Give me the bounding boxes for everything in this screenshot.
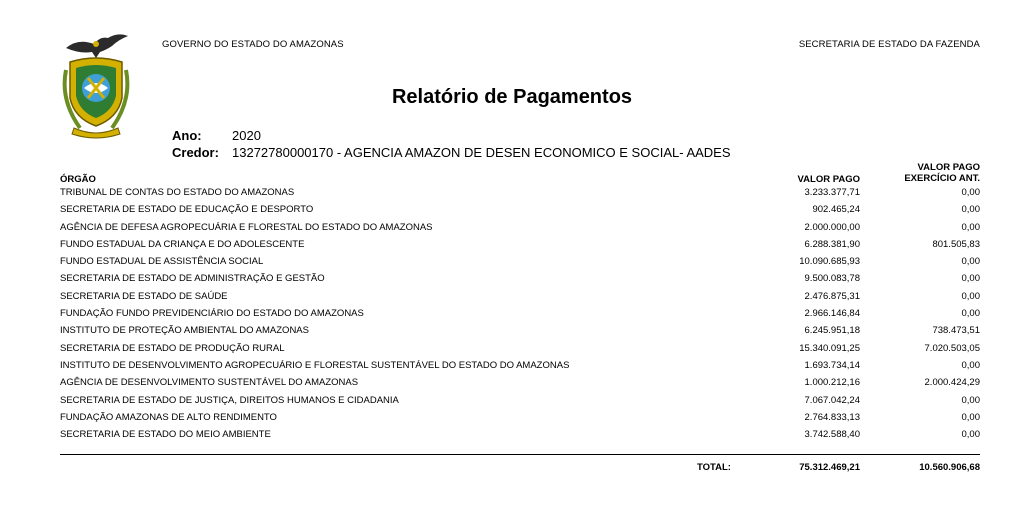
report-title: Relatório de Pagamentos [391, 86, 633, 108]
credor-label: Credor: [172, 145, 219, 160]
table-row [60, 395, 980, 412]
table-row [60, 204, 980, 221]
row-valor-pago: 7.067.042,24 [804, 394, 860, 406]
row-valor-pago: 15.340.091,25 [799, 342, 860, 354]
government-header: GOVERNO DO ESTADO DO AMAZONAS [162, 39, 344, 50]
row-valor-exercicio: 0,00 [961, 221, 980, 233]
table-row [60, 273, 980, 290]
row-orgao: INSTITUTO DE DESENVOLVIMENTO AGROPECUÁRIO E FLORESTAL SUSTENTÁVEL DO ESTADO DO AMAZONAS [60, 359, 570, 371]
table-row [60, 412, 980, 429]
row-valor-exercicio: 0,00 [961, 256, 980, 268]
row-orgao: SECRETARIA DE ESTADO DE ADMINISTRAÇÃO E GESTÃO [60, 273, 325, 285]
table-row [60, 239, 980, 256]
column-header-valor-pago: VALOR PAGO [797, 174, 860, 185]
row-valor-pago: 3.742.588,40 [804, 429, 860, 441]
row-valor-exercicio: 0,00 [961, 187, 980, 198]
row-valor-pago: 3.233.377,71 [804, 187, 860, 198]
table-row [60, 325, 980, 342]
row-valor-exercicio: 0,00 [961, 204, 980, 216]
column-header-exercicio-line2: EXERCÍCIO ANT. [904, 173, 980, 184]
column-header-orgao: ÓRGÃO [60, 174, 96, 185]
row-valor-exercicio: 0,00 [961, 359, 980, 371]
ano-value: 2020 [232, 128, 261, 143]
row-valor-pago: 2.476.875,31 [804, 290, 860, 302]
row-valor-pago: 902.465,24 [812, 204, 860, 216]
secretariat-header: SECRETARIA DE ESTADO DA FAZENDA [798, 39, 980, 50]
row-valor-pago: 2.764.833,13 [804, 411, 860, 423]
row-valor-exercicio: 0,00 [961, 308, 980, 320]
row-valor-pago: 1.000.212,16 [804, 377, 860, 389]
row-orgao: FUNDO ESTADUAL DE ASSISTÊNCIA SOCIAL [60, 256, 264, 268]
table-row [60, 256, 980, 273]
row-valor-pago: 10.090.685,93 [799, 256, 860, 268]
row-orgao: AGÊNCIA DE DESENVOLVIMENTO SUSTENTÁVEL DO AMAZONAS [60, 377, 359, 389]
row-valor-exercicio: 0,00 [961, 429, 980, 441]
payments-table [60, 187, 980, 446]
column-header-exercicio-line1: VALOR PAGO [917, 162, 980, 173]
row-orgao: FUNDAÇÃO FUNDO PREVIDENCIÁRIO DO ESTADO DO AMAZONAS [60, 308, 364, 320]
table-row [60, 291, 980, 308]
row-orgao: SECRETARIA DE ESTADO DE EDUCAÇÃO E DESPORTO [60, 204, 314, 216]
row-valor-exercicio: 2.000.424,29 [924, 377, 980, 389]
row-orgao: SECRETARIA DE ESTADO DE SAÚDE [60, 290, 228, 302]
row-valor-pago: 2.966.146,84 [804, 308, 860, 320]
table-row [60, 222, 980, 239]
table-row [60, 308, 980, 325]
table-row [60, 377, 980, 394]
table-row [60, 360, 980, 377]
total-valor-exercicio: 10.560.906,68 [919, 462, 980, 473]
ano-label: Ano: [172, 128, 202, 143]
total-divider [60, 454, 980, 455]
row-valor-exercicio: 801.505,83 [932, 238, 980, 250]
row-orgao: INSTITUTO DE PROTEÇÃO AMBIENTAL DO AMAZONAS [60, 325, 309, 337]
row-valor-exercicio: 738.473,51 [932, 325, 980, 337]
row-valor-exercicio: 0,00 [961, 273, 980, 285]
row-valor-pago: 9.500.083,78 [804, 273, 860, 285]
row-valor-pago: 6.288.381,90 [804, 238, 860, 250]
total-label: TOTAL: [697, 462, 731, 473]
row-valor-pago: 6.245.951,18 [804, 325, 860, 337]
row-valor-exercicio: 0,00 [961, 394, 980, 406]
row-orgao: SECRETARIA DE ESTADO DE PRODUÇÃO RURAL [60, 342, 285, 354]
row-orgao: SECRETARIA DE ESTADO DO MEIO AMBIENTE [60, 429, 271, 441]
column-header-valor-exercicio [904, 162, 980, 184]
total-valor-pago: 75.312.469,21 [799, 462, 860, 473]
row-orgao: TRIBUNAL DE CONTAS DO ESTADO DO AMAZONAS [60, 187, 295, 198]
row-orgao: SECRETARIA DE ESTADO DE JUSTIÇA, DIREITOS HUMANOS E CIDADANIA [60, 394, 399, 406]
table-row [60, 343, 980, 360]
row-valor-pago: 1.693.734,14 [804, 359, 860, 371]
row-valor-exercicio: 0,00 [961, 290, 980, 302]
row-valor-exercicio: 7.020.503,05 [924, 342, 980, 354]
coat-of-arms-icon [60, 30, 132, 140]
row-orgao: AGÊNCIA DE DEFESA AGROPECUÁRIA E FLORESTAL DO ESTADO DO AMAZONAS [60, 221, 433, 233]
table-row [60, 187, 980, 204]
row-orgao: FUNDAÇÃO AMAZONAS DE ALTO RENDIMENTO [60, 411, 277, 423]
row-valor-exercicio: 0,00 [961, 411, 980, 423]
row-orgao: FUNDO ESTADUAL DA CRIANÇA E DO ADOLESCENTE [60, 238, 305, 250]
row-valor-pago: 2.000.000,00 [804, 221, 860, 233]
table-row [60, 429, 980, 446]
credor-value: 13272780000170 - AGENCIA AMAZON DE DESEN ECONOMICO E SOCIAL- AADES [232, 145, 731, 160]
